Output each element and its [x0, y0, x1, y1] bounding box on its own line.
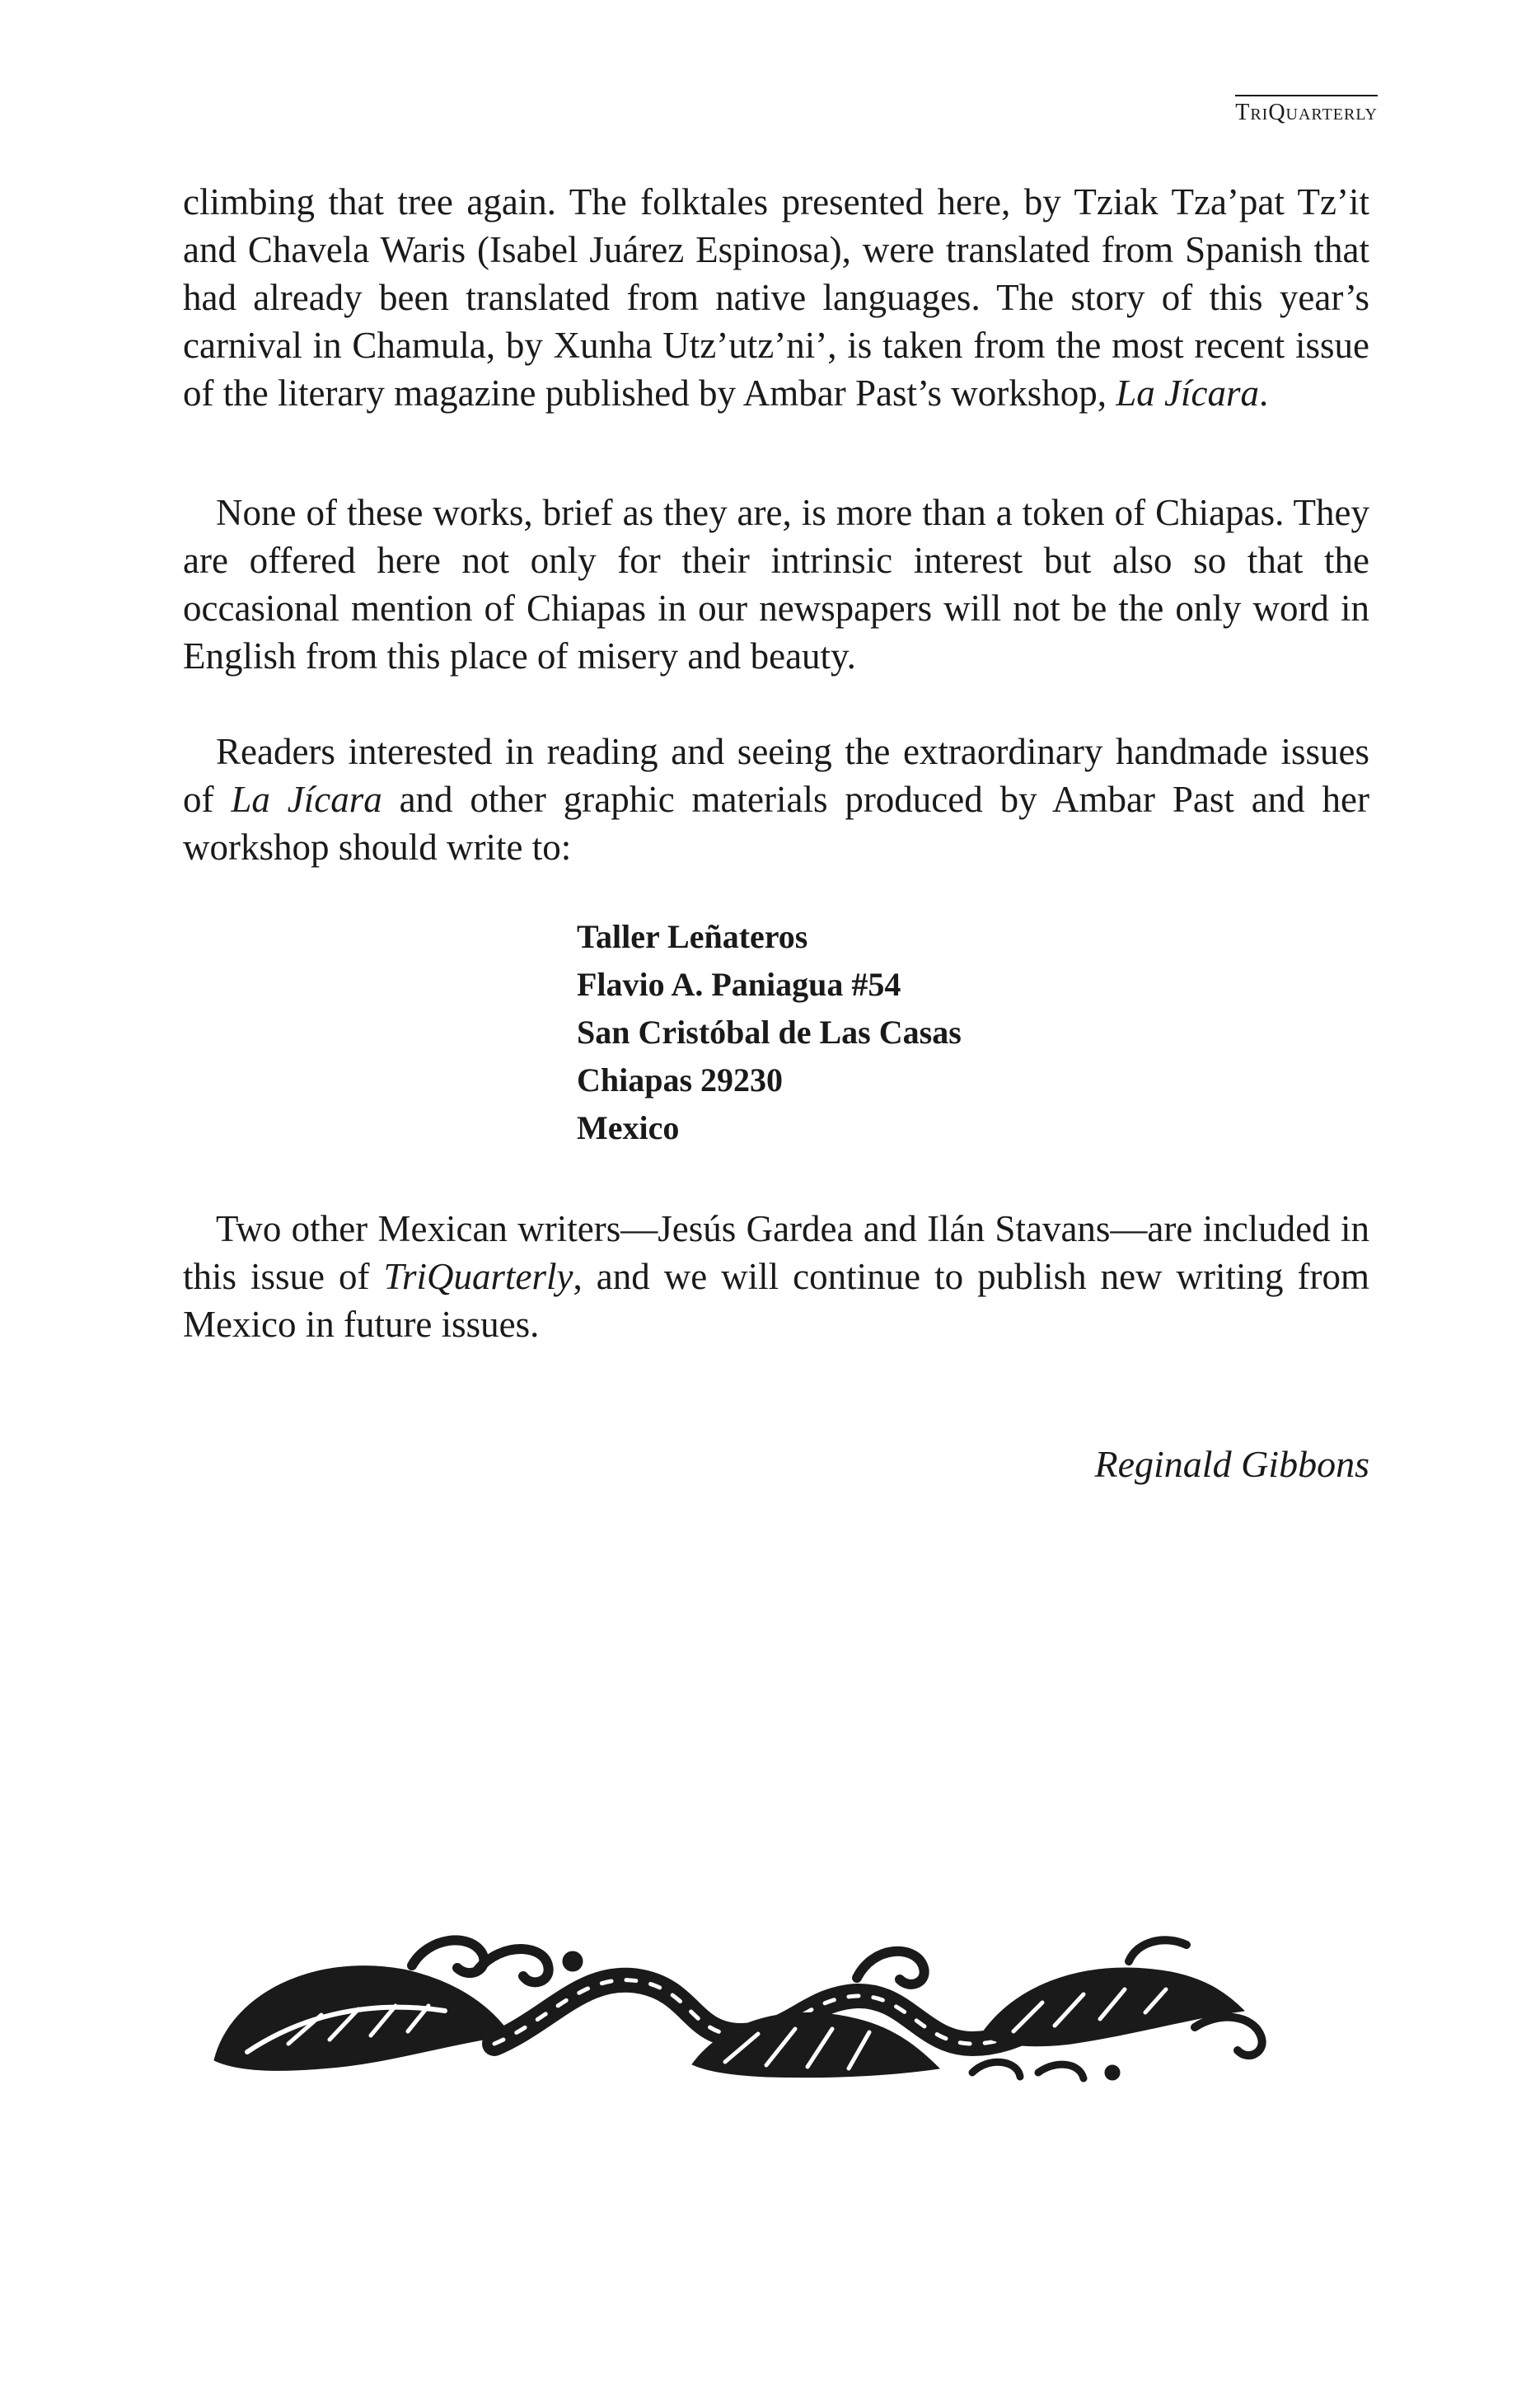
paragraph-4-text-b: , and we will continue to publish new writing from Mexico in future issues.	[183, 1256, 1369, 1345]
floral-vine-ornament-icon	[198, 1920, 1302, 2085]
running-header	[1235, 95, 1378, 126]
paragraph-3	[183, 728, 1369, 871]
paragraph-3-italic-title: La Jícara	[231, 779, 382, 820]
address-line: Taller Leñateros	[577, 918, 808, 955]
paragraph-4	[183, 1205, 1369, 1348]
address-line: Mexico	[577, 1109, 680, 1146]
paragraph-1	[183, 178, 1369, 417]
address-line: San Cristóbal de Las Casas	[577, 1014, 962, 1051]
paragraph-3-text-a: Readers interested in reading and seeing the extraordinary handmade issues of	[183, 731, 1369, 820]
paragraph-2	[183, 489, 1369, 680]
paragraph-4-italic-title: TriQuarterly	[383, 1256, 573, 1297]
paragraph-1-text-a: climbing that tree again. The folktales presented here, by Tziak Tza’pat Tz’it and Chavela Waris (Isabel Juárez Espinosa), were translated from Spanish that had already been translated from native languages. The story of this year’s carnival in Chamula, by Xunha Utz’utz’ni’, is taken from the most recent issue of the literary magazine published by Ambar Past’s workshop,	[183, 181, 1369, 414]
paragraph-1-text-b: .	[1259, 372, 1269, 414]
paragraph-1-italic-title: La Jícara	[1116, 372, 1260, 414]
paragraph-2-text: None of these works, brief as they are, is more than a token of Chiapas. They are offered here not only for their intrinsic interest but also so that the occasional mention of Chiapas in our newspapers will not be the only word in English from this place of misery and beauty.	[183, 492, 1369, 677]
running-title: TriQuarterly	[1235, 100, 1378, 125]
address-line: Chiapas 29230	[577, 1061, 784, 1099]
mailing-address	[577, 913, 962, 1152]
paragraph-3-text-b: and other graphic materials produced by Ambar Past and her workshop should write to:	[183, 779, 1369, 868]
address-line: Flavio A. Paniagua #54	[577, 966, 901, 1003]
author-signature: Reginald Gibbons	[1094, 1443, 1369, 1485]
paragraph-4-text-a: Two other Mexican writers—Jesús Gardea and Ilán Stavans—are included in this issue of	[183, 1208, 1369, 1297]
